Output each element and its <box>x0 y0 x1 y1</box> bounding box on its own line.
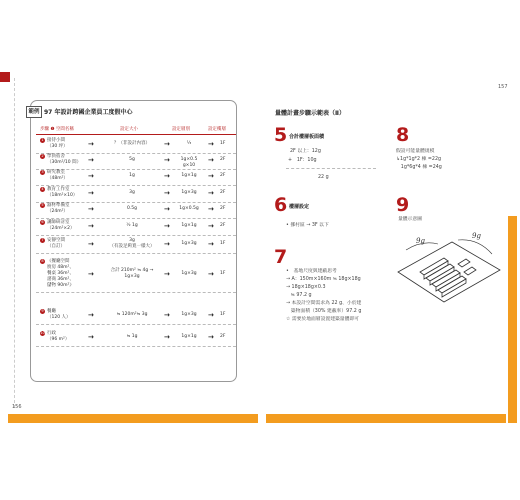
row-name <box>40 259 86 289</box>
row-name <box>40 220 86 232</box>
row-arrow-2: → <box>164 240 170 248</box>
row-name-line: 學員宿舍 <box>47 154 65 159</box>
row-arrow-1: → <box>88 189 94 197</box>
row-name <box>40 331 86 343</box>
row-arrow-3: → <box>208 222 214 230</box>
row-arrow-3: → <box>208 205 214 213</box>
row-number: 2 <box>41 154 44 158</box>
row-size-line: 合計 210m² ≒ 4g → <box>110 268 154 273</box>
step-5-label: 合計樓層板面積 <box>289 134 325 140</box>
row-size-line: 1g×3g <box>124 274 140 279</box>
step-5-line-2: + 1F：10g <box>288 158 317 163</box>
row-size <box>102 157 162 163</box>
page-number-left: 156 <box>12 404 22 410</box>
row-floor: 2F <box>220 334 226 339</box>
example-badge: 範例 <box>26 106 42 118</box>
step-6-bullet: • 挪村區 → 3F 以下 <box>286 223 329 228</box>
row-name <box>40 309 86 321</box>
bottom-accent-bar-right <box>266 414 506 423</box>
row-floor: 1F <box>220 271 226 276</box>
side-accent-bar <box>508 216 517 423</box>
row-name-line: 接待小間 <box>47 138 65 143</box>
row-layer: 1g×1g <box>181 173 197 178</box>
row-number: 3 <box>41 170 44 174</box>
row-number: 6 <box>41 220 44 224</box>
row-arrow-2: → <box>164 140 170 148</box>
step-7-line-5: → 本設計空間需求為 22 g、小於建 <box>286 301 362 306</box>
header-floor: 設定樓層 <box>208 127 226 132</box>
step-7-line-6: 築物面積（30% 建蔽率）97.2 g <box>286 309 362 314</box>
row-name-line: 行政 <box>47 331 56 336</box>
page-number-right: 157 <box>498 84 508 90</box>
step-6-label: 樓層設定 <box>289 204 310 210</box>
step-9-label: 量體示意圖 <box>398 217 422 222</box>
row-name-line: 廚房 48m²、 <box>47 265 74 270</box>
row-name-line: 餐廳 <box>47 309 56 314</box>
row-size-line: （有設足夠寬一樣大） <box>109 244 155 249</box>
row-size <box>102 268 162 280</box>
row-name-line: 教育工作室 <box>47 187 70 192</box>
row-divider <box>36 292 236 293</box>
row-number: 9 <box>41 309 44 313</box>
row-arrow-3: → <box>208 156 214 164</box>
row-arrow-1: → <box>88 333 94 341</box>
row-arrow-3: → <box>208 311 214 319</box>
row-layer: 1g×0.5g <box>179 206 199 211</box>
row-divider <box>36 346 236 347</box>
row-layer: 1g×0.5 g×10 <box>180 157 198 168</box>
row-arrow-1: → <box>88 311 94 319</box>
corner-marker <box>0 72 10 82</box>
row-name-line: 儲物 90m²》 <box>47 283 74 288</box>
step-8-block <box>396 148 496 172</box>
row-size-line: 0.5g <box>126 206 137 211</box>
row-arrow-3: → <box>208 333 214 341</box>
row-size-line: 3g <box>129 190 135 195</box>
row-name <box>40 138 86 150</box>
row-name-line: （120 人） <box>47 315 71 320</box>
row-size <box>102 223 162 229</box>
header-size: 設定大小 <box>120 127 138 132</box>
row-name <box>40 238 86 250</box>
step-7-number: 7 <box>274 246 288 268</box>
row-number: 7 <box>41 238 44 242</box>
row-name-line: （96 m²） <box>47 337 70 342</box>
row-floor: 1F <box>220 312 226 317</box>
row-name <box>40 154 86 166</box>
row-size-line: 5g <box>129 157 135 162</box>
row-arrow-2: → <box>164 333 170 341</box>
row-floor: 1F <box>220 241 226 246</box>
row-layer: 1g×3g <box>181 241 197 246</box>
step-5-line-1: 2F 以上：12g <box>290 149 321 154</box>
step-7-line-1: • 基地尺度與建蔽思考 <box>286 269 337 274</box>
row-size-line: ？（非設計內容） <box>114 141 150 146</box>
row-name-line: 講師研討室 <box>47 220 70 225</box>
row-name-line: （自訂） <box>47 244 65 249</box>
row-size <box>102 190 162 196</box>
row-size <box>102 312 162 318</box>
row-name-line: （24m²） <box>47 209 68 214</box>
step-6-text: 挪村區 → 3F 以下 <box>290 223 329 228</box>
row-divider <box>36 253 236 254</box>
header-rule <box>36 134 236 135</box>
row-arrow-2: → <box>164 172 170 180</box>
row-size-line: ≒ 120m²≒ 3g <box>116 312 148 317</box>
row-arrow-2: → <box>164 270 170 278</box>
row-name-line: 安靜空間 <box>47 238 65 243</box>
row-arrow-1: → <box>88 240 94 248</box>
row-size <box>102 238 162 250</box>
row-arrow-1: → <box>88 140 94 148</box>
row-name-line: 研究教室 <box>47 170 65 175</box>
step-7-line-7: ☆ 需要於地面層設置建築量體即可 <box>286 317 359 322</box>
row-size <box>102 206 162 212</box>
row-size <box>102 141 162 147</box>
step-7-line-4: ≒ 97.2 g <box>286 293 312 298</box>
row-divider <box>36 218 236 219</box>
row-arrow-2: → <box>164 311 170 319</box>
header-space-name: 步驟 ❶ 空間名稱 <box>40 127 74 132</box>
row-arrow-1: → <box>88 205 94 213</box>
row-arrow-1: → <box>88 172 94 180</box>
row-arrow-3: → <box>208 270 214 278</box>
row-name-line: 諮商 36m²、 <box>47 277 74 282</box>
row-floor: 2F <box>220 157 226 162</box>
row-layer: ⅓ <box>186 141 192 146</box>
row-divider <box>36 185 236 186</box>
row-number: 5 <box>41 203 44 207</box>
row-name-line: （30 坪） <box>47 144 68 149</box>
row-arrow-1: → <box>88 156 94 164</box>
massing-sketch <box>392 228 504 308</box>
row-name-line: （30m²/10 間） <box>47 160 82 165</box>
row-arrow-1: → <box>88 270 94 278</box>
step-5-number: 5 <box>274 124 288 146</box>
row-size <box>102 173 162 179</box>
step-8-number: 8 <box>396 124 410 146</box>
step-6-number: 6 <box>274 194 288 216</box>
header-layer: 設定層別 <box>172 127 190 132</box>
step-8-line-2: ↳1g*1g*2 棟 =22g <box>396 157 442 162</box>
row-size-line: ≒ 1g <box>126 334 138 339</box>
row-name-line: （18m²×10） <box>47 193 78 198</box>
row-layer: 1g×1g <box>181 334 197 339</box>
dimension-arc-right <box>458 240 492 254</box>
panel-title: 97 年設計跨國企業員工度假中心 <box>44 109 133 116</box>
row-floor: 2F <box>220 206 226 211</box>
right-title: 量體計畫步驟示範表（Ⅱ） <box>275 110 345 117</box>
row-arrow-2: → <box>164 189 170 197</box>
step-7-line-3: → 18g×18g×0.3 <box>286 285 326 290</box>
row-size-line: 1g <box>129 173 135 178</box>
bottom-accent-bar-left <box>8 414 258 423</box>
row-arrow-1: → <box>88 222 94 230</box>
row-name <box>40 187 86 199</box>
row-number: 1 <box>41 138 44 142</box>
row-name <box>40 203 86 215</box>
step-5-total: 22 g <box>318 175 329 180</box>
row-layer: 1g×3g <box>181 190 197 195</box>
step-8-line-1: 假設可能量體規模 <box>396 149 435 154</box>
row-floor: 2F <box>220 223 226 228</box>
row-layer: 1g×1g <box>181 223 197 228</box>
row-size <box>102 334 162 340</box>
row-floor: 2F <box>220 173 226 178</box>
row-arrow-2: → <box>164 156 170 164</box>
step-5-rule <box>286 168 376 169</box>
row-name-line: 餐桌 36m²、 <box>47 271 74 276</box>
row-arrow-2: → <box>164 205 170 213</box>
row-arrow-3: → <box>208 240 214 248</box>
row-name-line: （48m²） <box>47 176 68 181</box>
sketch-label-right: 9g <box>472 232 481 240</box>
row-name <box>40 170 86 182</box>
row-layer: 1g×3g <box>181 271 197 276</box>
row-divider <box>36 235 236 236</box>
step-7-block <box>286 268 406 324</box>
row-number: 4 <box>41 187 44 191</box>
row-floor: 2F <box>220 190 226 195</box>
step-8-line-3: 1g*6g*4 棟 =24g <box>396 165 442 170</box>
row-number: 8 <box>41 259 44 263</box>
row-number: 10 <box>40 331 45 335</box>
step-7-line-2: → A：150m×160m ≒ 18g×18g <box>286 277 361 282</box>
row-divider <box>36 324 236 325</box>
margin-ruler <box>14 78 16 408</box>
row-name-line: 器材準備室 <box>47 203 70 208</box>
row-name-line: 《餐廳空間 <box>47 259 70 264</box>
row-arrow-2: → <box>164 222 170 230</box>
step-9-number: 9 <box>396 194 410 216</box>
building-blocks <box>420 258 476 297</box>
row-arrow-3: → <box>208 172 214 180</box>
row-size-line: 3g <box>129 238 135 243</box>
row-arrow-3: → <box>208 140 214 148</box>
row-layer: 1g×3g <box>181 312 197 317</box>
row-arrow-3: → <box>208 189 214 197</box>
row-size-line: ½ 1g <box>126 223 138 228</box>
sketch-label-left: 9g <box>416 237 425 245</box>
row-floor: 1F <box>220 141 226 146</box>
row-name-line: （24m²×2） <box>47 226 75 231</box>
